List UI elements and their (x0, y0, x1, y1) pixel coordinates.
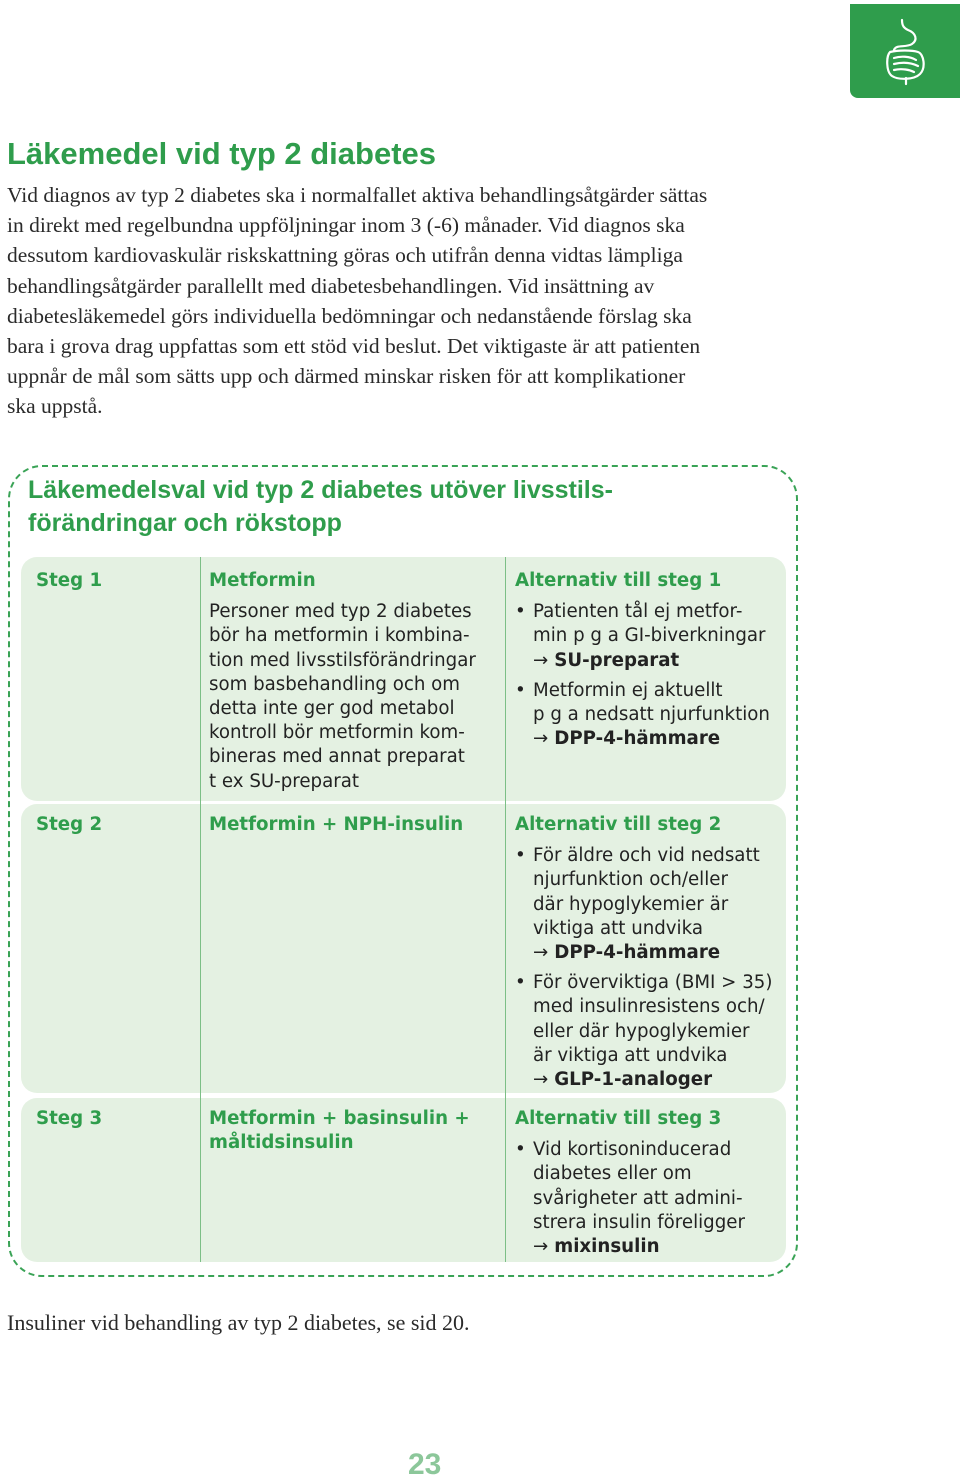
text-line: viktiga att undvika (533, 917, 703, 939)
arrow-icon: → (533, 1069, 549, 1091)
text-line: bör ha metformin i kombina- (209, 625, 470, 647)
text-line: Metformin ej aktuellt (533, 679, 723, 701)
text-line: njurfunktion och/eller (533, 869, 728, 891)
step-label: Steg 1 (36, 570, 103, 591)
text-line: t ex SU-preparat (209, 770, 360, 792)
text-line: eller där hypoglykemier (533, 1020, 750, 1042)
bullet-icon: • (515, 1139, 526, 1161)
bullet-item (515, 844, 780, 965)
bullet-icon: • (515, 972, 526, 994)
intro-line: ska uppstå. (7, 394, 103, 419)
chapter-tab (850, 4, 960, 98)
bullet-icon: • (515, 679, 526, 701)
drug-description (209, 600, 499, 794)
alternative-title: Alternativ till steg 2 (515, 814, 722, 835)
alternative-title: Alternativ till steg 1 (515, 570, 722, 591)
alternative-cell (515, 569, 780, 757)
alternative-title: Alternativ till steg 3 (515, 1108, 722, 1129)
recommended-drug: GLP-1-analoger (554, 1069, 713, 1091)
recommended-drug: DPP-4-hämmare (554, 942, 721, 964)
footnote: Insuliner vid behandling av typ 2 diabetes, se sid 20. (7, 1310, 470, 1335)
text-line: svårigheter att admini- (533, 1187, 743, 1209)
column-divider (200, 557, 201, 1262)
text-line: p g a nedsatt njurfunktion (533, 704, 770, 726)
text-line: måltidsinsulin (209, 1132, 354, 1154)
step-label: Steg 2 (36, 814, 103, 835)
intro-line: uppnår de mål som sätts upp och därmed minskar risken för att komplikationer (7, 364, 686, 389)
text-line: tion med livsstilsförändringar (209, 649, 476, 671)
text-line: där hypoglykemier är (533, 893, 729, 915)
text-line: som basbehandling och om (209, 673, 460, 695)
arrow-icon: → (533, 942, 549, 964)
text-line: bineras med annat preparat (209, 746, 465, 768)
text-line: diabetes eller om (533, 1163, 692, 1185)
recommended-drug: mixinsulin (554, 1236, 660, 1258)
arrow-icon: → (533, 649, 549, 671)
intro-line: Vid diagnos av typ 2 diabetes ska i normalfallet aktiva behandlingsåtgärder sättas (7, 183, 708, 207)
text-line: kontroll bör metformin kom- (209, 722, 465, 744)
box-title-line: Läkemedelsval vid typ 2 diabetes utöver livsstils- (28, 476, 613, 504)
text-line: Vid kortisoninducerad (533, 1139, 732, 1161)
bullet-item (515, 679, 780, 752)
text-line: För äldre och vid nedsatt (533, 845, 760, 867)
text-line: strera insulin föreligger (533, 1211, 745, 1233)
intro-line: behandlingsåtgärder parallellt med diabetesbehandlingen. Vid insättning av (7, 273, 655, 298)
recommended-drug: SU-preparat (554, 649, 680, 671)
bullet-item (515, 971, 780, 1092)
page-number: 23 (408, 1448, 442, 1481)
box-title-line: förändringar och rökstopp (28, 509, 342, 537)
step-label: Steg 3 (36, 1108, 103, 1129)
text-line: detta inte ger god metabol (209, 698, 455, 720)
text-line: Personer med typ 2 diabetes (209, 601, 472, 623)
drug-cell (209, 569, 499, 794)
digestive-system-icon (880, 16, 930, 86)
arrow-icon: → (533, 728, 549, 750)
intro-paragraph (7, 180, 807, 422)
text-line: min p g a GI-biverkningar (533, 625, 766, 647)
recommended-drug: DPP-4-hämmare (554, 728, 721, 750)
drug-name: Metformin + NPH-insulin (209, 814, 464, 835)
intro-line: dessutom kardiovaskulär riskskattning göras och utifrån denna vidtas lämpliga (7, 243, 683, 268)
alternative-cell (515, 813, 780, 1098)
bullet-item (515, 1138, 780, 1259)
arrow-icon: → (533, 1236, 549, 1258)
intro-line: in direkt med regelbundna uppföljningar inom 3 (-6) månader. Vid diagnos ska (7, 213, 685, 238)
bullet-item (515, 600, 780, 673)
text-line: Metformin + basinsulin + (209, 1108, 470, 1129)
drug-name (209, 1107, 499, 1155)
intro-line: diabetesläkemedel görs individuella bedömningar och nedanstående förslag ska (7, 303, 692, 328)
text-line: För överviktiga (BMI > 35) (533, 972, 773, 994)
text-line: är viktiga att undvika (533, 1044, 728, 1066)
page-title: Läkemedel vid typ 2 diabetes (7, 136, 437, 171)
intro-line: bara i grova drag uppfattas som ett stöd vid beslut. Det viktigaste är att patienten (7, 334, 701, 359)
column-divider (505, 557, 506, 1262)
box-title (28, 474, 728, 540)
alternative-cell (515, 1107, 780, 1265)
text-line: med insulinresistens och/ (533, 996, 765, 1018)
drug-name: Metformin (209, 570, 316, 591)
bullet-icon: • (515, 845, 526, 867)
bullet-icon: • (515, 601, 526, 623)
text-line: Patienten tål ej metfor- (533, 601, 743, 623)
